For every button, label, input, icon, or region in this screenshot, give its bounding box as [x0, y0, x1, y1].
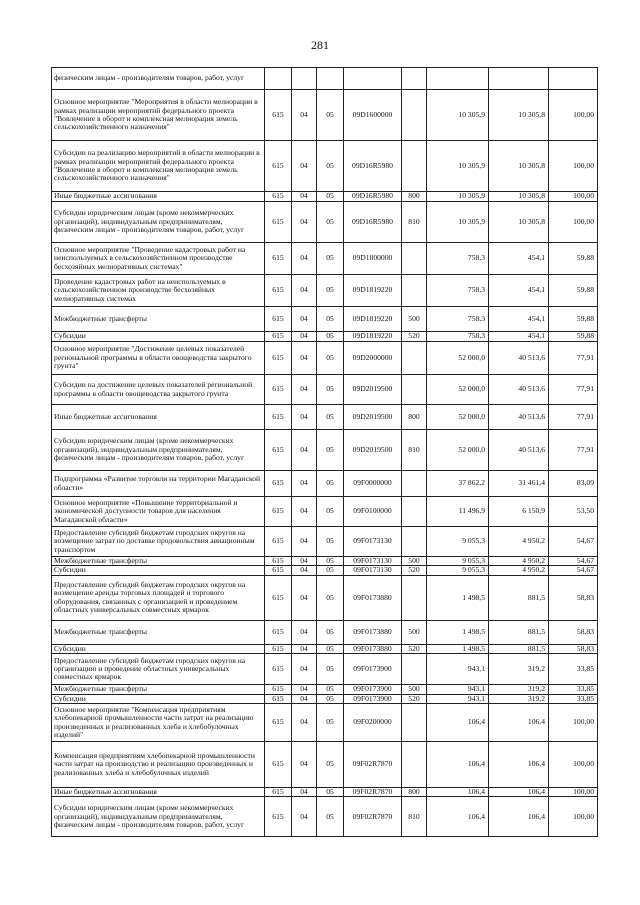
- cell-gr: 615: [265, 654, 292, 685]
- cell-rz: 04: [292, 694, 317, 703]
- cell-pr: 05: [317, 566, 344, 575]
- table-body: [52, 68, 598, 837]
- cell-vr: 800: [402, 405, 427, 430]
- cell-percent: 77,91: [549, 375, 598, 405]
- cell-name: Субсидии: [52, 332, 265, 342]
- cell-rz: 04: [292, 332, 317, 342]
- cell-csr: 09F0173900: [344, 685, 402, 694]
- cell-csr: 09D1800000: [344, 243, 402, 275]
- cell-gr: 615: [265, 342, 292, 375]
- cell-rz: 04: [292, 654, 317, 685]
- cell-fact: [489, 68, 549, 90]
- cell-fact: 106,4: [489, 742, 549, 788]
- cell-plan: 9 055,3: [427, 527, 489, 557]
- cell-percent: 59,88: [549, 243, 598, 275]
- cell-gr: 615: [265, 566, 292, 575]
- cell-pr: 05: [317, 797, 344, 837]
- cell-vr: 520: [402, 644, 427, 653]
- cell-gr: 615: [265, 527, 292, 557]
- table-row: [52, 375, 598, 405]
- cell-rz: 04: [292, 497, 317, 527]
- cell-name: Субсидии: [52, 694, 265, 703]
- cell-gr: 615: [265, 685, 292, 694]
- table-row: [52, 644, 598, 653]
- cell-vr: [402, 527, 427, 557]
- cell-csr: 09D1819220: [344, 332, 402, 342]
- table-row: [52, 192, 598, 202]
- cell-percent: 58,83: [549, 620, 598, 644]
- cell-percent: 100,00: [549, 202, 598, 243]
- table-row: [52, 141, 598, 192]
- cell-fact: 454,1: [489, 307, 549, 332]
- table-row: [52, 704, 598, 742]
- table-row: [52, 497, 598, 527]
- cell-csr: 09D2019500: [344, 405, 402, 430]
- cell-vr: 810: [402, 797, 427, 837]
- cell-percent: 77,91: [549, 342, 598, 375]
- cell-csr: 09F0173130: [344, 557, 402, 566]
- cell-name: Межбюджетные трансферты: [52, 557, 265, 566]
- cell-name: Иные бюджетные ассигнования: [52, 788, 265, 797]
- cell-name: Межбюджетные трансферты: [52, 620, 265, 644]
- cell-pr: 05: [317, 557, 344, 566]
- cell-percent: 59,88: [549, 332, 598, 342]
- cell-percent: [549, 68, 598, 90]
- cell-fact: 106,4: [489, 788, 549, 797]
- cell-gr: 615: [265, 141, 292, 192]
- cell-gr: 615: [265, 192, 292, 202]
- cell-fact: 4 950,2: [489, 557, 549, 566]
- cell-rz: 04: [292, 405, 317, 430]
- cell-gr: 615: [265, 620, 292, 644]
- cell-pr: 05: [317, 375, 344, 405]
- cell-gr: 615: [265, 797, 292, 837]
- cell-csr: 09F0173130: [344, 566, 402, 575]
- cell-fact: 40 513,6: [489, 342, 549, 375]
- table-row: [52, 68, 598, 90]
- cell-vr: [402, 243, 427, 275]
- cell-csr: 09F0173880: [344, 575, 402, 620]
- cell-name: Основное мероприятие "Компенсация предприятиям хлебопекарной промышленности части затрат на реализацию произведенных и реализованных хлеба и хлебобулочных изделий": [52, 704, 265, 742]
- cell-vr: 800: [402, 192, 427, 202]
- cell-name: Предоставление субсидий бюджетам городских округов на организацию и проведение областных универсальных совместных ярмарок: [52, 654, 265, 685]
- cell-vr: [402, 742, 427, 788]
- cell-csr: 09D1819220: [344, 275, 402, 307]
- cell-pr: 05: [317, 90, 344, 141]
- cell-name: физическим лицам - производителям товаров, работ, услуг: [52, 68, 265, 90]
- cell-fact: 6 150,9: [489, 497, 549, 527]
- cell-fact: 881,5: [489, 575, 549, 620]
- cell-csr: 09D2000000: [344, 342, 402, 375]
- cell-rz: 04: [292, 620, 317, 644]
- cell-vr: 500: [402, 685, 427, 694]
- cell-pr: 05: [317, 342, 344, 375]
- cell-pr: 05: [317, 471, 344, 497]
- table-row: [52, 202, 598, 243]
- table-row: [52, 430, 598, 471]
- cell-gr: 615: [265, 307, 292, 332]
- cell-percent: 54,67: [549, 566, 598, 575]
- cell-csr: 09D16R5980: [344, 202, 402, 243]
- table-row: [52, 575, 598, 620]
- cell-pr: 05: [317, 575, 344, 620]
- cell-gr: 615: [265, 742, 292, 788]
- cell-csr: 09F0173130: [344, 527, 402, 557]
- cell-csr: 09D2019500: [344, 430, 402, 471]
- cell-name: Иные бюджетные ассигнования: [52, 192, 265, 202]
- cell-pr: 05: [317, 275, 344, 307]
- cell-percent: 33,85: [549, 654, 598, 685]
- cell-rz: 04: [292, 742, 317, 788]
- table-row: [52, 788, 598, 797]
- cell-percent: 100,00: [549, 141, 598, 192]
- cell-gr: 615: [265, 430, 292, 471]
- cell-pr: 05: [317, 654, 344, 685]
- cell-name: Проведение кадастровых работ на неиспользуемых в сельскохозяйственном производстве бесхозяйных мелиоративных системах: [52, 275, 265, 307]
- table-row: [52, 342, 598, 375]
- cell-percent: 100,00: [549, 90, 598, 141]
- cell-name: Иные бюджетные ассигнования: [52, 405, 265, 430]
- cell-percent: 58,83: [549, 575, 598, 620]
- cell-plan: 52 000,0: [427, 405, 489, 430]
- table-row: [52, 243, 598, 275]
- cell-gr: 615: [265, 275, 292, 307]
- cell-name: Субсидии юридическим лицам (кроме некоммерческих организаций), индивидуальным предпринимателям, физическим лицам - производителям товаров, работ, услуг: [52, 430, 265, 471]
- cell-rz: 04: [292, 704, 317, 742]
- cell-name: Основное мероприятие "Достижение целевых показателей региональной программы в области овощеводства закрытого грунта": [52, 342, 265, 375]
- cell-gr: [265, 68, 292, 90]
- cell-plan: 943,1: [427, 685, 489, 694]
- cell-name: Компенсация предприятиям хлебопекарной промышленности части затрат на производство и реализацию произведенных и реализованных хлеба и хлебобулочных изделий: [52, 742, 265, 788]
- cell-plan: 106,4: [427, 704, 489, 742]
- cell-rz: 04: [292, 192, 317, 202]
- cell-gr: 615: [265, 243, 292, 275]
- cell-name: Субсидии: [52, 644, 265, 653]
- cell-name: Субсидии юридическим лицам (кроме некоммерческих организаций), индивидуальным предпринимателям, физическим лицам - производителям товаров, работ, услуг: [52, 797, 265, 837]
- cell-name: Субсидии на реализацию мероприятий в области мелиорации в рамках реализации мероприятий федерального проекта "Вовлечение в оборот и комплексная мелиорация земель сельскохозяйственного назначения": [52, 141, 265, 192]
- table-row: [52, 471, 598, 497]
- cell-fact: 40 513,6: [489, 405, 549, 430]
- cell-csr: 09F02R7870: [344, 742, 402, 788]
- cell-vr: [402, 575, 427, 620]
- cell-vr: [402, 275, 427, 307]
- cell-rz: 04: [292, 797, 317, 837]
- budget-table: [51, 67, 598, 837]
- cell-rz: 04: [292, 557, 317, 566]
- cell-name: Основное мероприятие "Проведение кадастровых работ на неиспользуемых в сельскохозяйственном производстве бесхозяйных мелиоративных системах": [52, 243, 265, 275]
- cell-pr: 05: [317, 307, 344, 332]
- table-row: [52, 332, 598, 342]
- cell-vr: 500: [402, 620, 427, 644]
- cell-percent: 54,67: [549, 557, 598, 566]
- cell-rz: 04: [292, 566, 317, 575]
- cell-percent: 53,50: [549, 497, 598, 527]
- table-row: [52, 685, 598, 694]
- cell-plan: 758,3: [427, 275, 489, 307]
- cell-vr: 800: [402, 788, 427, 797]
- cell-fact: 4 950,2: [489, 527, 549, 557]
- cell-gr: 615: [265, 557, 292, 566]
- cell-plan: 10 305,9: [427, 90, 489, 141]
- cell-fact: 10 305,8: [489, 141, 549, 192]
- cell-vr: 520: [402, 694, 427, 703]
- cell-plan: 943,1: [427, 654, 489, 685]
- table-row: [52, 527, 598, 557]
- cell-fact: 319,2: [489, 654, 549, 685]
- cell-csr: 09D16R5980: [344, 141, 402, 192]
- cell-pr: 05: [317, 141, 344, 192]
- cell-pr: 05: [317, 202, 344, 243]
- cell-rz: 04: [292, 342, 317, 375]
- cell-fact: 4 950,2: [489, 566, 549, 575]
- cell-pr: 05: [317, 788, 344, 797]
- cell-plan: 758,3: [427, 243, 489, 275]
- cell-rz: 04: [292, 275, 317, 307]
- cell-vr: 520: [402, 566, 427, 575]
- table-row: [52, 557, 598, 566]
- cell-plan: 1 498,5: [427, 575, 489, 620]
- cell-gr: 615: [265, 694, 292, 703]
- cell-plan: 943,1: [427, 694, 489, 703]
- cell-percent: 100,00: [549, 788, 598, 797]
- cell-vr: [402, 497, 427, 527]
- cell-percent: 77,91: [549, 430, 598, 471]
- cell-plan: 1 498,5: [427, 620, 489, 644]
- cell-percent: 54,67: [549, 527, 598, 557]
- cell-plan: 52 000,0: [427, 430, 489, 471]
- cell-pr: 05: [317, 742, 344, 788]
- cell-gr: 615: [265, 644, 292, 653]
- cell-rz: 04: [292, 685, 317, 694]
- cell-pr: 05: [317, 192, 344, 202]
- cell-fact: 10 305,8: [489, 192, 549, 202]
- cell-gr: 615: [265, 405, 292, 430]
- cell-csr: 09D1600000: [344, 90, 402, 141]
- cell-fact: 319,2: [489, 685, 549, 694]
- cell-plan: 1 498,5: [427, 644, 489, 653]
- cell-fact: 106,4: [489, 797, 549, 837]
- cell-plan: 10 305,9: [427, 192, 489, 202]
- cell-fact: 106,4: [489, 704, 549, 742]
- cell-name: Межбюджетные трансферты: [52, 685, 265, 694]
- cell-csr: 09D16R5980: [344, 192, 402, 202]
- cell-rz: 04: [292, 202, 317, 243]
- cell-vr: 500: [402, 307, 427, 332]
- table-row: [52, 566, 598, 575]
- cell-plan: 52 000,0: [427, 375, 489, 405]
- cell-plan: 9 055,3: [427, 566, 489, 575]
- cell-pr: [317, 68, 344, 90]
- table-row: [52, 307, 598, 332]
- cell-pr: 05: [317, 430, 344, 471]
- table-row: [52, 90, 598, 141]
- cell-fact: 454,1: [489, 243, 549, 275]
- cell-gr: 615: [265, 575, 292, 620]
- cell-pr: 05: [317, 685, 344, 694]
- cell-percent: 83,09: [549, 471, 598, 497]
- cell-plan: 10 305,9: [427, 202, 489, 243]
- cell-percent: 100,00: [549, 797, 598, 837]
- cell-percent: 59,88: [549, 275, 598, 307]
- cell-fact: 31 461,4: [489, 471, 549, 497]
- table-row: [52, 742, 598, 788]
- cell-name: Субсидии юридическим лицам (кроме некоммерческих организаций), индивидуальным предпринимателям, физическим лицам - производителям товаров, работ, услуг: [52, 202, 265, 243]
- cell-fact: 881,5: [489, 620, 549, 644]
- cell-name: Предоставление субсидий бюджетам городских округов на возмещение аренды торговых площадей и торгового оборудования, связанных с организацией и проведением областных универсальных совместных ярмарок: [52, 575, 265, 620]
- table-row: [52, 405, 598, 430]
- cell-pr: 05: [317, 644, 344, 653]
- table-row: [52, 654, 598, 685]
- cell-csr: 09F0173880: [344, 644, 402, 653]
- cell-pr: 05: [317, 497, 344, 527]
- cell-vr: [402, 704, 427, 742]
- cell-gr: 615: [265, 332, 292, 342]
- cell-vr: 810: [402, 430, 427, 471]
- cell-fact: 319,2: [489, 694, 549, 703]
- cell-rz: 04: [292, 141, 317, 192]
- cell-gr: 615: [265, 90, 292, 141]
- cell-csr: 09F02R7870: [344, 788, 402, 797]
- cell-plan: [427, 68, 489, 90]
- cell-csr: 09F0200000: [344, 704, 402, 742]
- cell-plan: 9 055,3: [427, 557, 489, 566]
- cell-percent: 100,00: [549, 742, 598, 788]
- cell-name: Основное мероприятие «Повышение территориальной и экономической доступности товаров для населения Магаданской области»: [52, 497, 265, 527]
- cell-name: Основное мероприятие "Мероприятия в области мелиорации в рамках реализации мероприятий федерального проекта "Вовлечение в оборот и комплексная мелиорация земель сельскохозяйственного назначения": [52, 90, 265, 141]
- cell-pr: 05: [317, 405, 344, 430]
- cell-pr: 05: [317, 704, 344, 742]
- cell-csr: 09F0000000: [344, 471, 402, 497]
- cell-vr: 500: [402, 557, 427, 566]
- cell-vr: [402, 90, 427, 141]
- cell-csr: 09F0173880: [344, 620, 402, 644]
- cell-vr: [402, 68, 427, 90]
- cell-pr: 05: [317, 620, 344, 644]
- cell-name: Субсидии: [52, 566, 265, 575]
- cell-plan: 758,3: [427, 332, 489, 342]
- cell-fact: 454,1: [489, 275, 549, 307]
- cell-vr: [402, 342, 427, 375]
- cell-pr: 05: [317, 527, 344, 557]
- cell-name: Межбюджетные трансферты: [52, 307, 265, 332]
- cell-percent: 33,85: [549, 685, 598, 694]
- cell-rz: 04: [292, 90, 317, 141]
- cell-csr: 09D2019500: [344, 375, 402, 405]
- cell-vr: 520: [402, 332, 427, 342]
- cell-percent: 58,83: [549, 644, 598, 653]
- table-row: [52, 797, 598, 837]
- cell-name: Субсидии на достижение целевых показателей региональной программы в области овощеводства закрытого грунта: [52, 375, 265, 405]
- cell-plan: 10 305,9: [427, 141, 489, 192]
- cell-rz: 04: [292, 243, 317, 275]
- cell-plan: 758,3: [427, 307, 489, 332]
- cell-percent: 77,91: [549, 405, 598, 430]
- cell-vr: 810: [402, 202, 427, 243]
- cell-gr: 615: [265, 788, 292, 797]
- cell-plan: 106,4: [427, 797, 489, 837]
- page-number: 281: [311, 38, 329, 52]
- cell-fact: 40 513,6: [489, 375, 549, 405]
- cell-name: Подпрограмма «Развитие торговли на территории Магаданской области»: [52, 471, 265, 497]
- cell-rz: [292, 68, 317, 90]
- cell-csr: 09F0100000: [344, 497, 402, 527]
- cell-csr: 09F0173900: [344, 694, 402, 703]
- cell-gr: 615: [265, 704, 292, 742]
- table-row: [52, 694, 598, 703]
- cell-vr: [402, 654, 427, 685]
- cell-fact: 454,1: [489, 332, 549, 342]
- cell-rz: 04: [292, 430, 317, 471]
- cell-gr: 615: [265, 375, 292, 405]
- cell-percent: 33,85: [549, 694, 598, 703]
- cell-percent: 100,00: [549, 704, 598, 742]
- cell-pr: 05: [317, 694, 344, 703]
- cell-plan: 106,4: [427, 742, 489, 788]
- cell-rz: 04: [292, 471, 317, 497]
- cell-rz: 04: [292, 527, 317, 557]
- cell-csr: [344, 68, 402, 90]
- cell-plan: 106,4: [427, 788, 489, 797]
- table-row: [52, 275, 598, 307]
- cell-gr: 615: [265, 497, 292, 527]
- cell-fact: 40 513,6: [489, 430, 549, 471]
- cell-rz: 04: [292, 307, 317, 332]
- cell-rz: 04: [292, 375, 317, 405]
- cell-plan: 52 000,0: [427, 342, 489, 375]
- cell-percent: 59,88: [549, 307, 598, 332]
- cell-plan: 37 862,2: [427, 471, 489, 497]
- cell-vr: [402, 471, 427, 497]
- cell-fact: 10 305,8: [489, 202, 549, 243]
- cell-fact: 10 305,8: [489, 90, 549, 141]
- cell-csr: 09F0173900: [344, 654, 402, 685]
- cell-name: Предоставление субсидий бюджетам городских округов на возмещение затрат по доставке продовольствия авиационным транспортом: [52, 527, 265, 557]
- cell-vr: [402, 141, 427, 192]
- table-row: [52, 620, 598, 644]
- cell-csr: 09D1819220: [344, 307, 402, 332]
- cell-pr: 05: [317, 243, 344, 275]
- cell-vr: [402, 375, 427, 405]
- cell-plan: 11 496,9: [427, 497, 489, 527]
- cell-rz: 04: [292, 644, 317, 653]
- cell-pr: 05: [317, 332, 344, 342]
- cell-gr: 615: [265, 202, 292, 243]
- cell-rz: 04: [292, 788, 317, 797]
- cell-percent: 100,00: [549, 192, 598, 202]
- cell-rz: 04: [292, 575, 317, 620]
- cell-fact: 881,5: [489, 644, 549, 653]
- cell-gr: 615: [265, 471, 292, 497]
- cell-csr: 09F02R7870: [344, 797, 402, 837]
